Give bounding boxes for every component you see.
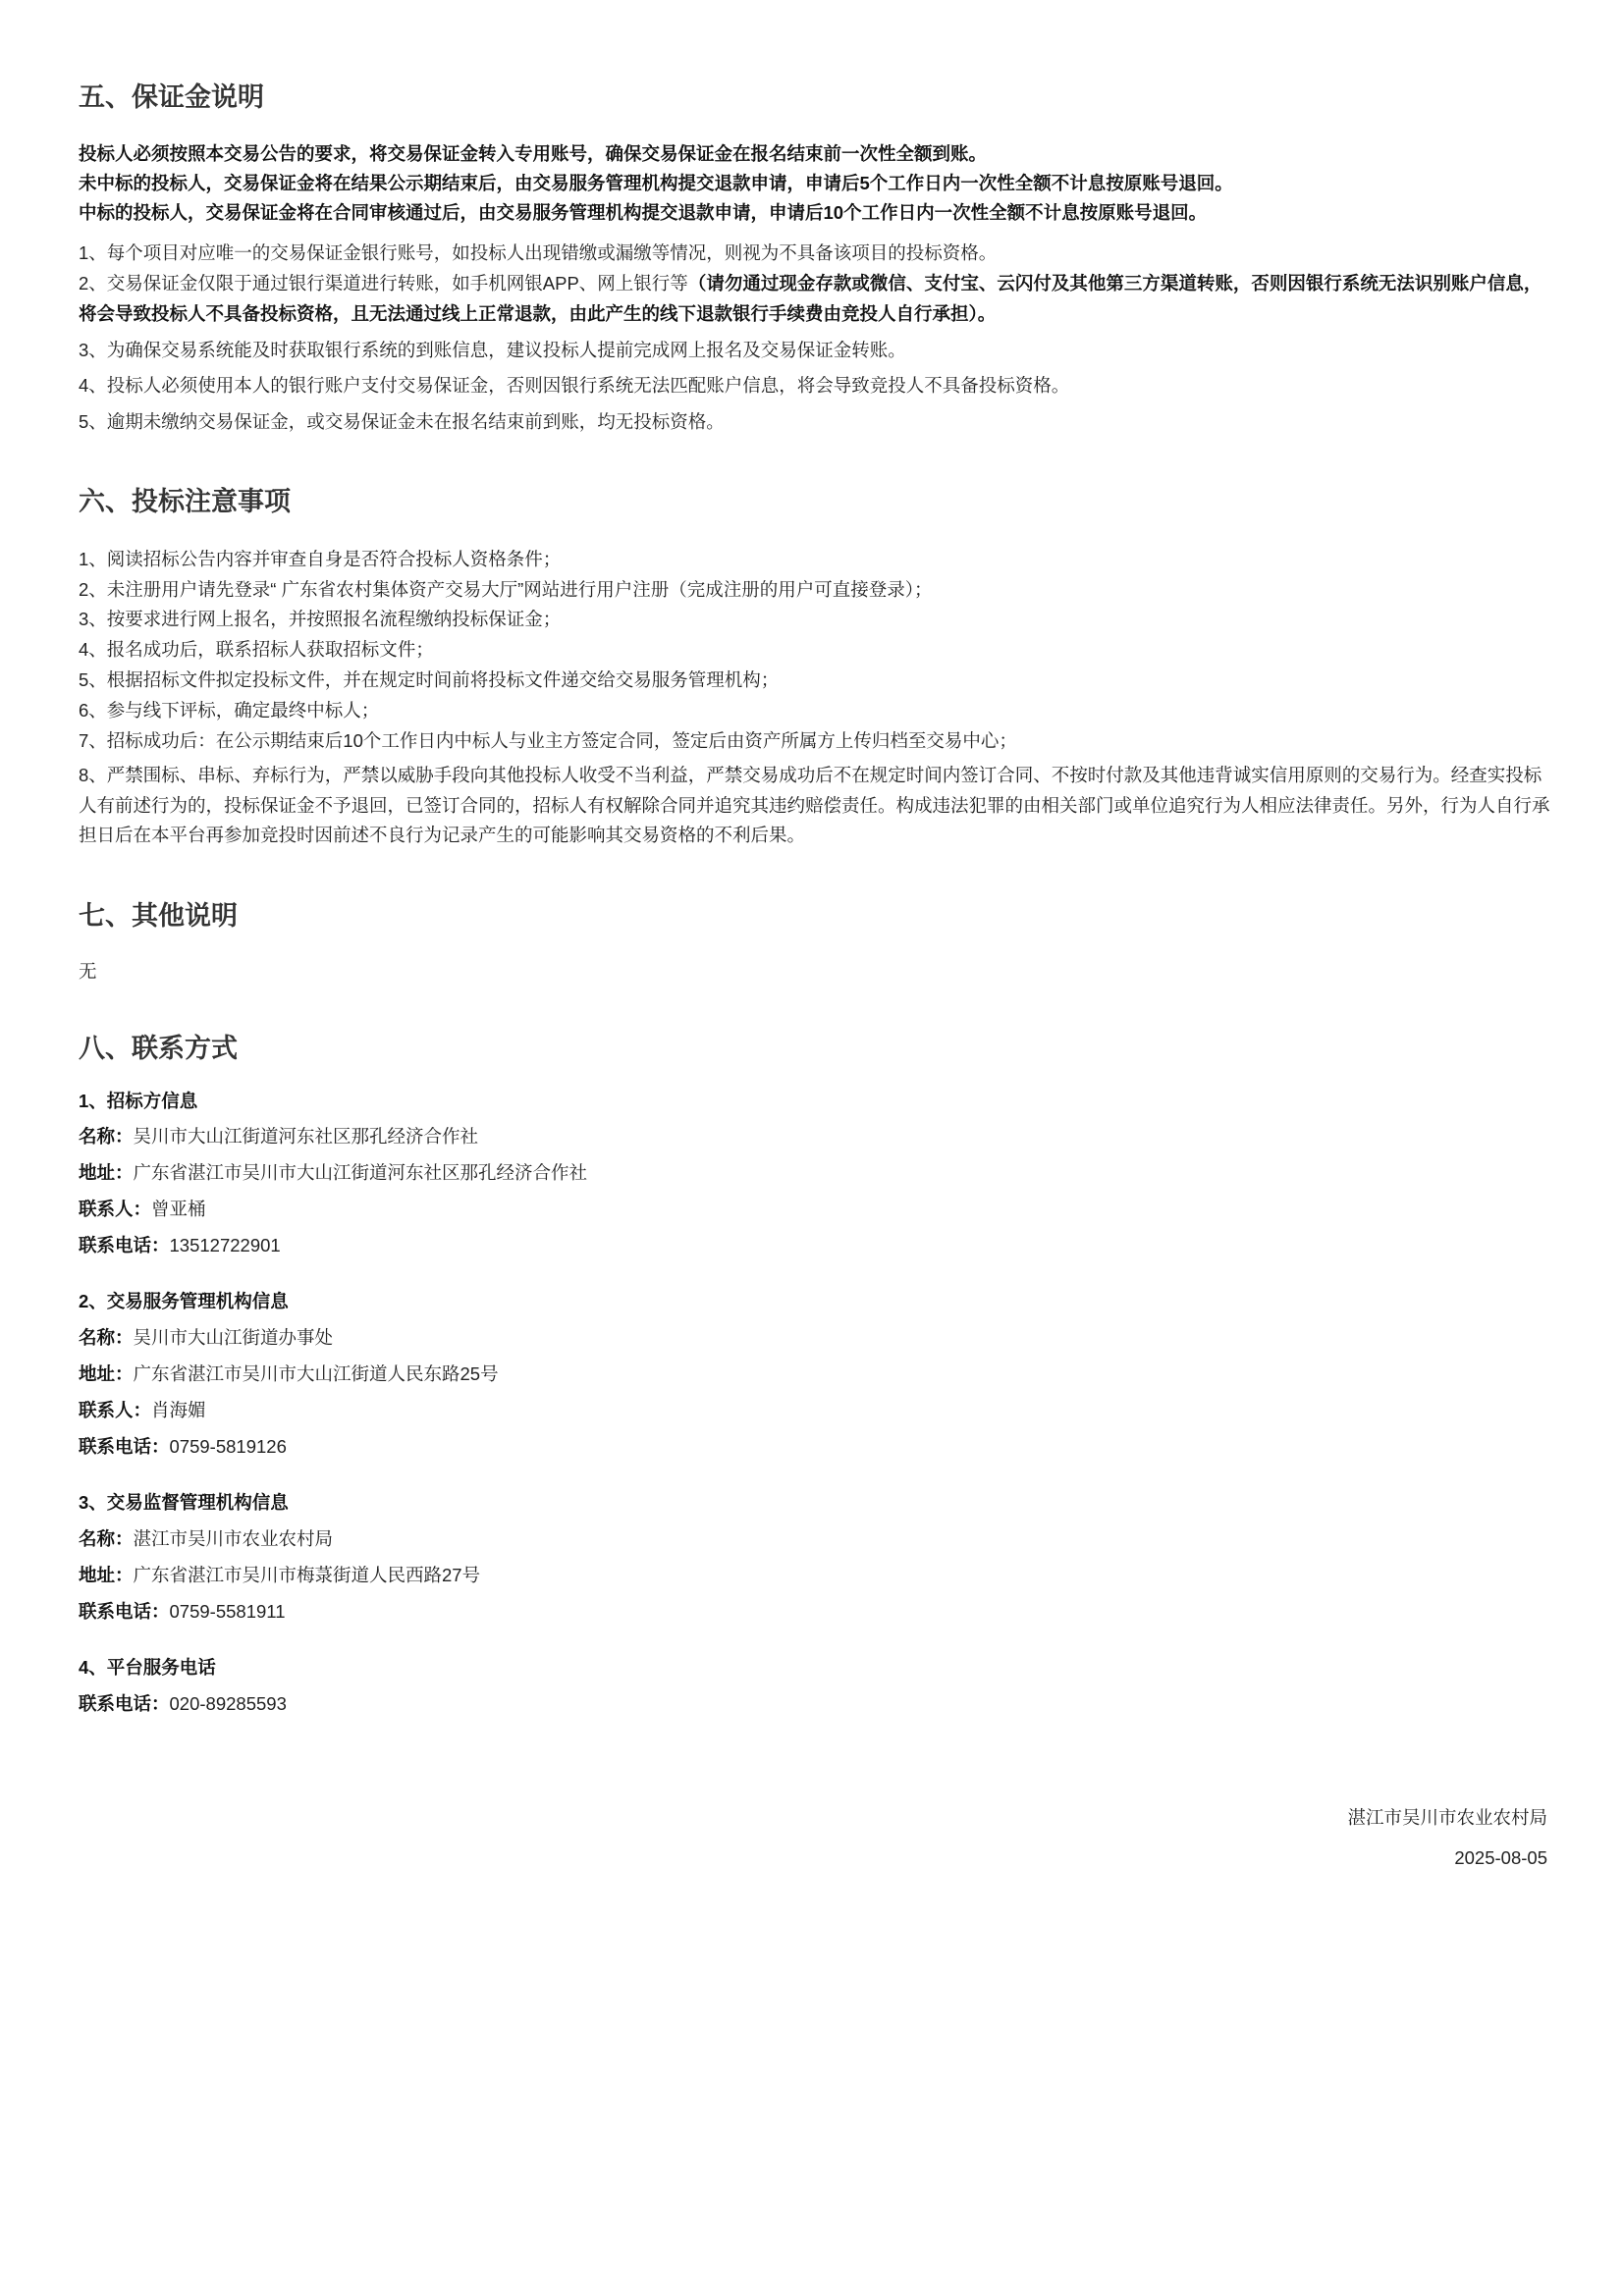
bidding-note-2: 2、未注册用户请先登录“ 广东省农村集体资产交易大厅”网站进行用户注册（完成注册的用户可直接登录）； xyxy=(79,579,933,600)
deposit-rule-bold-1: 投标人必须按照本交易公告的要求，将交易保证金转入专用账号，确保交易保证金在报名结束前一次性全额到账。 xyxy=(79,143,988,164)
contact-value: 广东省湛江市吴川市梅菉街道人民西路27号 xyxy=(133,1565,481,1585)
contact-label: 名称： xyxy=(79,1126,134,1147)
contact-label: 联系电话： xyxy=(79,1436,170,1457)
contact-value: 湛江市吴川市农业农村局 xyxy=(133,1528,334,1549)
deposit-item-2-warning: （请勿通过现金存款或微信、支付宝、云闪付及其他第三方渠道转账，否则因银行系统无法识别账户信息，将会导致投标人不具备投标资格，且无法通过线上正常退款，由此产生的线下退款银行手续费由竞投人自行承担）。 xyxy=(79,273,1542,324)
contact-label: 联系电话： xyxy=(79,1601,170,1622)
contact-phone: 0759-5819126 xyxy=(169,1436,287,1457)
contact-group-title-platform: 4、平台服务电话 xyxy=(79,1657,216,1678)
contact-row xyxy=(79,1195,206,1224)
contact-row xyxy=(79,1323,333,1353)
contact-phone: 13512722901 xyxy=(169,1235,281,1255)
contact-value: 广东省湛江市吴川市大山江街道河东社区那孔经济合作社 xyxy=(133,1162,588,1183)
signature-org: 湛江市吴川市农业农村局 xyxy=(1347,1807,1547,1828)
contact-label: 地址： xyxy=(79,1363,134,1384)
contact-group-title-tenderer: 1、招标方信息 xyxy=(79,1091,198,1111)
deposit-item-1: 1、每个项目对应唯一的交易保证金银行账号，如投标人出现错缴或漏缴等情况，则视为不具备该项目的投标资格。 xyxy=(79,242,998,263)
contact-label: 地址： xyxy=(79,1565,134,1585)
deposit-rule-bold-3: 中标的投标人，交易保证金将在合同审核通过后，由交易服务管理机构提交退款申请，申请后10个工作日内一次性全额不计息按原账号退回。 xyxy=(79,202,1208,223)
contact-label: 地址： xyxy=(79,1162,134,1183)
deposit-rule-bold-2: 未中标的投标人，交易保证金将在结果公示期结束后，由交易服务管理机构提交退款申请，申请后5个工作日内一次性全额不计息按原账号退回。 xyxy=(79,173,1233,193)
deposit-item-2 xyxy=(79,269,1551,329)
deposit-item-4: 4、投标人必须使用本人的银行账户支付交易保证金，否则因银行系统无法匹配账户信息，将会导致竞投人不具备投标资格。 xyxy=(79,375,1070,396)
other-notes-content: 无 xyxy=(79,961,97,982)
bidding-note-3: 3、按要求进行网上报名，并按照报名流程缴纳投标保证金； xyxy=(79,609,562,629)
contact-row xyxy=(79,1432,287,1462)
contact-value: 吴川市大山江街道河东社区那孔经济合作社 xyxy=(133,1126,479,1147)
deposit-item-5: 5、逾期未缴纳交易保证金，或交易保证金未在报名结束前到账，均无投标资格。 xyxy=(79,411,725,432)
contact-row xyxy=(79,1396,206,1425)
contact-row xyxy=(79,1561,480,1590)
contact-value: 肖海媚 xyxy=(151,1400,206,1420)
bidding-note-4: 4、报名成功后，联系招标人获取招标文件； xyxy=(79,639,434,660)
contact-label: 联系电话： xyxy=(79,1235,170,1255)
contact-label: 联系电话： xyxy=(79,1693,170,1714)
section-heading-contact: 八、联系方式 xyxy=(79,1034,238,1063)
deposit-item-2-text: 2、交易保证金仅限于通过银行渠道进行转账，如手机网银APP、网上银行等 xyxy=(79,273,688,294)
contact-row xyxy=(79,1122,478,1151)
contact-row xyxy=(79,1360,499,1389)
bidding-note-7: 7、招标成功后：在公示期结束后10个工作日内中标人与业主方签定合同，签定后由资产所属方上传归档至交易中心； xyxy=(79,730,1017,751)
contact-row xyxy=(79,1524,333,1554)
section-heading-bidding-notes: 六、投标注意事项 xyxy=(79,487,291,516)
bidding-note-6: 6、参与线下评标，确定最终中标人； xyxy=(79,700,380,721)
contact-label: 联系人： xyxy=(79,1199,152,1219)
contact-label: 名称： xyxy=(79,1327,134,1348)
contact-label: 联系人： xyxy=(79,1400,152,1420)
contact-value: 广东省湛江市吴川市大山江街道人民东路25号 xyxy=(133,1363,499,1384)
contact-phone: 020-89285593 xyxy=(169,1693,287,1714)
deposit-item-3: 3、为确保交易系统能及时获取银行系统的到账信息，建议投标人提前完成网上报名及交易保证金转账。 xyxy=(79,340,906,360)
signature-date: 2025-08-05 xyxy=(1454,1847,1547,1868)
bidding-note-1: 1、阅读招标公告内容并审查自身是否符合投标人资格条件； xyxy=(79,549,562,569)
section-heading-deposit: 五、保证金说明 xyxy=(79,82,264,112)
bidding-note-5: 5、根据招标文件拟定投标文件，并在规定时间前将投标文件递交给交易服务管理机构； xyxy=(79,669,780,690)
contact-row xyxy=(79,1689,287,1719)
contact-phone: 0759-5581911 xyxy=(169,1601,286,1622)
contact-value: 吴川市大山江街道办事处 xyxy=(133,1327,334,1348)
contact-group-title-service-agency: 2、交易服务管理机构信息 xyxy=(79,1291,289,1311)
section-heading-other: 七、其他说明 xyxy=(79,901,238,931)
contact-value: 曾亚桶 xyxy=(151,1199,206,1219)
contact-row xyxy=(79,1597,285,1627)
contact-group-title-supervision-agency: 3、交易监督管理机构信息 xyxy=(79,1492,289,1513)
contact-row xyxy=(79,1231,281,1260)
bidding-note-8: 8、严禁围标、串标、弃标行为，严禁以威胁手段向其他投标人收受不当利益，严禁交易成功后不在规定时间内签订合同、不按时付款及其他违背诚实信用原则的交易行为。经查实投标人有前述行为的，投标保证金不予退回，已签订合同的，招标人有权解除合同并追究其违约赔偿责任。构成违法犯罪的由相关部门或单位追究行为人相应法律责任。另外，行为人自行承担日后在本平台再参加竞投时因前述不良行为记录产生的可能影响其交易资格的不利后果。 xyxy=(79,765,1550,845)
contact-label: 名称： xyxy=(79,1528,134,1549)
contact-row xyxy=(79,1158,587,1188)
